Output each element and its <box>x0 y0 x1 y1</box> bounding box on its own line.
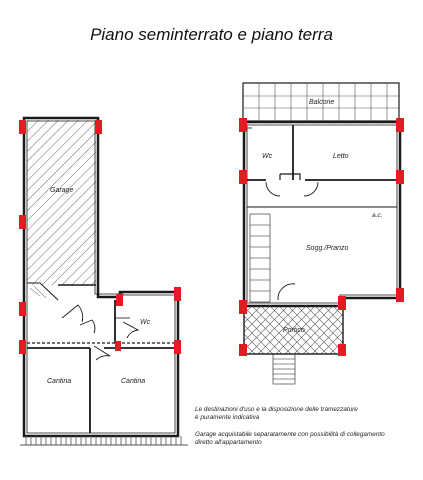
column <box>239 118 247 132</box>
column <box>239 170 247 184</box>
column <box>95 120 102 134</box>
front-steps <box>273 354 295 384</box>
column <box>239 300 247 314</box>
room-label: a.c. <box>372 212 383 219</box>
door-swing <box>278 284 295 300</box>
room-label: Sogg./Pranzo <box>306 245 349 252</box>
page-title: Piano seminterrato e piano terra <box>90 25 333 44</box>
door-swing <box>62 305 83 322</box>
column <box>174 340 181 354</box>
room-label: Wc <box>262 153 273 160</box>
room-label: Portico <box>283 327 305 334</box>
room-label: Letto <box>333 153 349 160</box>
column <box>239 344 247 356</box>
staircase <box>250 214 270 302</box>
note-line: diretto all'appartamento <box>195 439 262 446</box>
column <box>19 215 26 229</box>
column <box>115 341 121 351</box>
column <box>396 288 404 302</box>
room-label: Garage <box>50 187 74 194</box>
column <box>338 296 346 310</box>
basement-plan <box>19 118 188 445</box>
room-label: Cantina <box>47 378 72 385</box>
column <box>19 120 26 134</box>
room-label: Balcone <box>309 99 335 106</box>
column <box>116 294 123 306</box>
door-swing <box>304 182 318 196</box>
door-swing <box>266 182 280 196</box>
room-label: Wc <box>140 319 151 326</box>
ground-hatch <box>24 436 184 445</box>
column <box>19 302 26 316</box>
note-line: è puramente indicativa <box>195 414 260 421</box>
note-line: Garage acquistabile separatamente con possibilità di collegamento <box>195 431 385 438</box>
room-label: Cantina <box>121 378 146 385</box>
note-line: Le destinazioni d'uso e la disposizione delle tramezzature <box>195 406 358 413</box>
ground-floor-plan <box>239 83 404 384</box>
garage-area <box>27 120 96 285</box>
column <box>174 287 181 301</box>
column <box>396 118 404 132</box>
column <box>338 344 346 356</box>
column <box>396 170 404 184</box>
door-swing <box>123 322 138 338</box>
column <box>19 340 26 354</box>
